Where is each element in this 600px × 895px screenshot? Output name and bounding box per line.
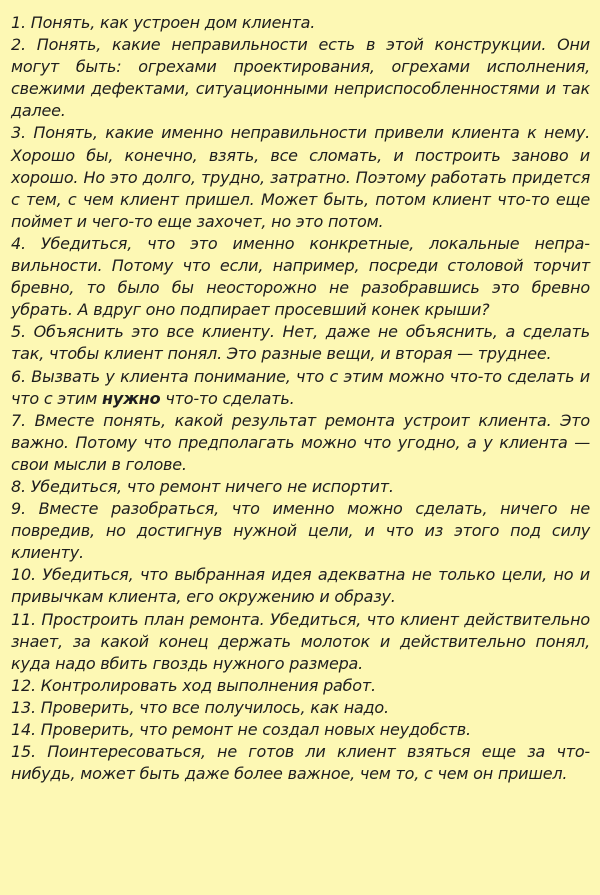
list-item-5: 5. Объяснить это все клиенту. Нет, даже не объяснить, а сделать так, чтобы клиент понял. Это разные вещи, и вторая — труднее.: [11, 322, 590, 364]
list-item-13: 13. Проверить, что все получилось, как надо.: [11, 697, 389, 717]
list-item-6-text-end: что-то сделать.: [160, 388, 295, 408]
list-item-14: 14. Проверить, что ремонт не создал новых неудобств.: [11, 720, 471, 739]
list-item-6-text-start: 6. Вызвать у клиента понимание, что с этим можно что-то сделать и что с этим: [11, 366, 590, 408]
list-item-15: 15. Поинтересоваться, не готов ли клиент взяться еще за что-нибудь, может быть даже более важное, чем то, с чем он пришел.: [11, 742, 590, 784]
list-item-6-emphasis: нужно: [102, 388, 161, 408]
list-item-9: 9. Вместе разобраться, что именно можно сделать, ничего не повредив, но достигнув нужной цели, и что из этого под силу клиенту.: [11, 499, 590, 563]
list-item-6: [11, 366, 590, 410]
list-item-12: 12. Контролировать ход выполнения работ.: [11, 675, 376, 695]
list-item-10: 10. Убедиться, что выбранная идея адекватна не только цели, но и привычкам клиента, его окружению и образу.: [11, 565, 590, 607]
list-item-7: 7. Вместе понять, какой результат ремонта устроит клиента. Это важно. Потому что предполагать можно что угодно, а у клиента — свои мысли в голове.: [11, 410, 590, 474]
list-item-2: 2. Понять, какие неправильности есть в этой конструкции. Они могут быть: огрехами проектирования, огрехами исполнения, свежими дефектами, ситуационными неприспособленностями и так далее.: [11, 35, 590, 121]
list-item-8: 8. Убедиться, что ремонт ничего не испортит.: [11, 476, 394, 496]
list-item-11: 11. Простроить план ремонта. Убедиться, что клиент действительно знает, за какой конец держать молоток и действительно понял, куда надо вбить гвоздь нужного размера.: [11, 609, 590, 673]
list-item-3: 3. Понять, какие именно неправильности привели клиента к нему. Хорошо бы, конечно, взять, все сломать, и построить заново и хорошо. Но это долго, трудно, затратно. Поэтому работать придется с тем, с чем клиент пришел. Может быть, потом клиент что-то еще поймет и чего-то еще захочет, но это потом.: [11, 123, 590, 231]
list-item-4: 4. Убедиться, что это именно конкретные, локальные неправильности. Потому что если, например, посреди столовой торчит бревно, то было бы неосторожно не разобравшись это бревно убрать. А вдруг оно подпирает просевший конек крыши?: [11, 233, 590, 320]
list-item-1: 1. Понять, как устроен дом клиента.: [11, 13, 316, 32]
